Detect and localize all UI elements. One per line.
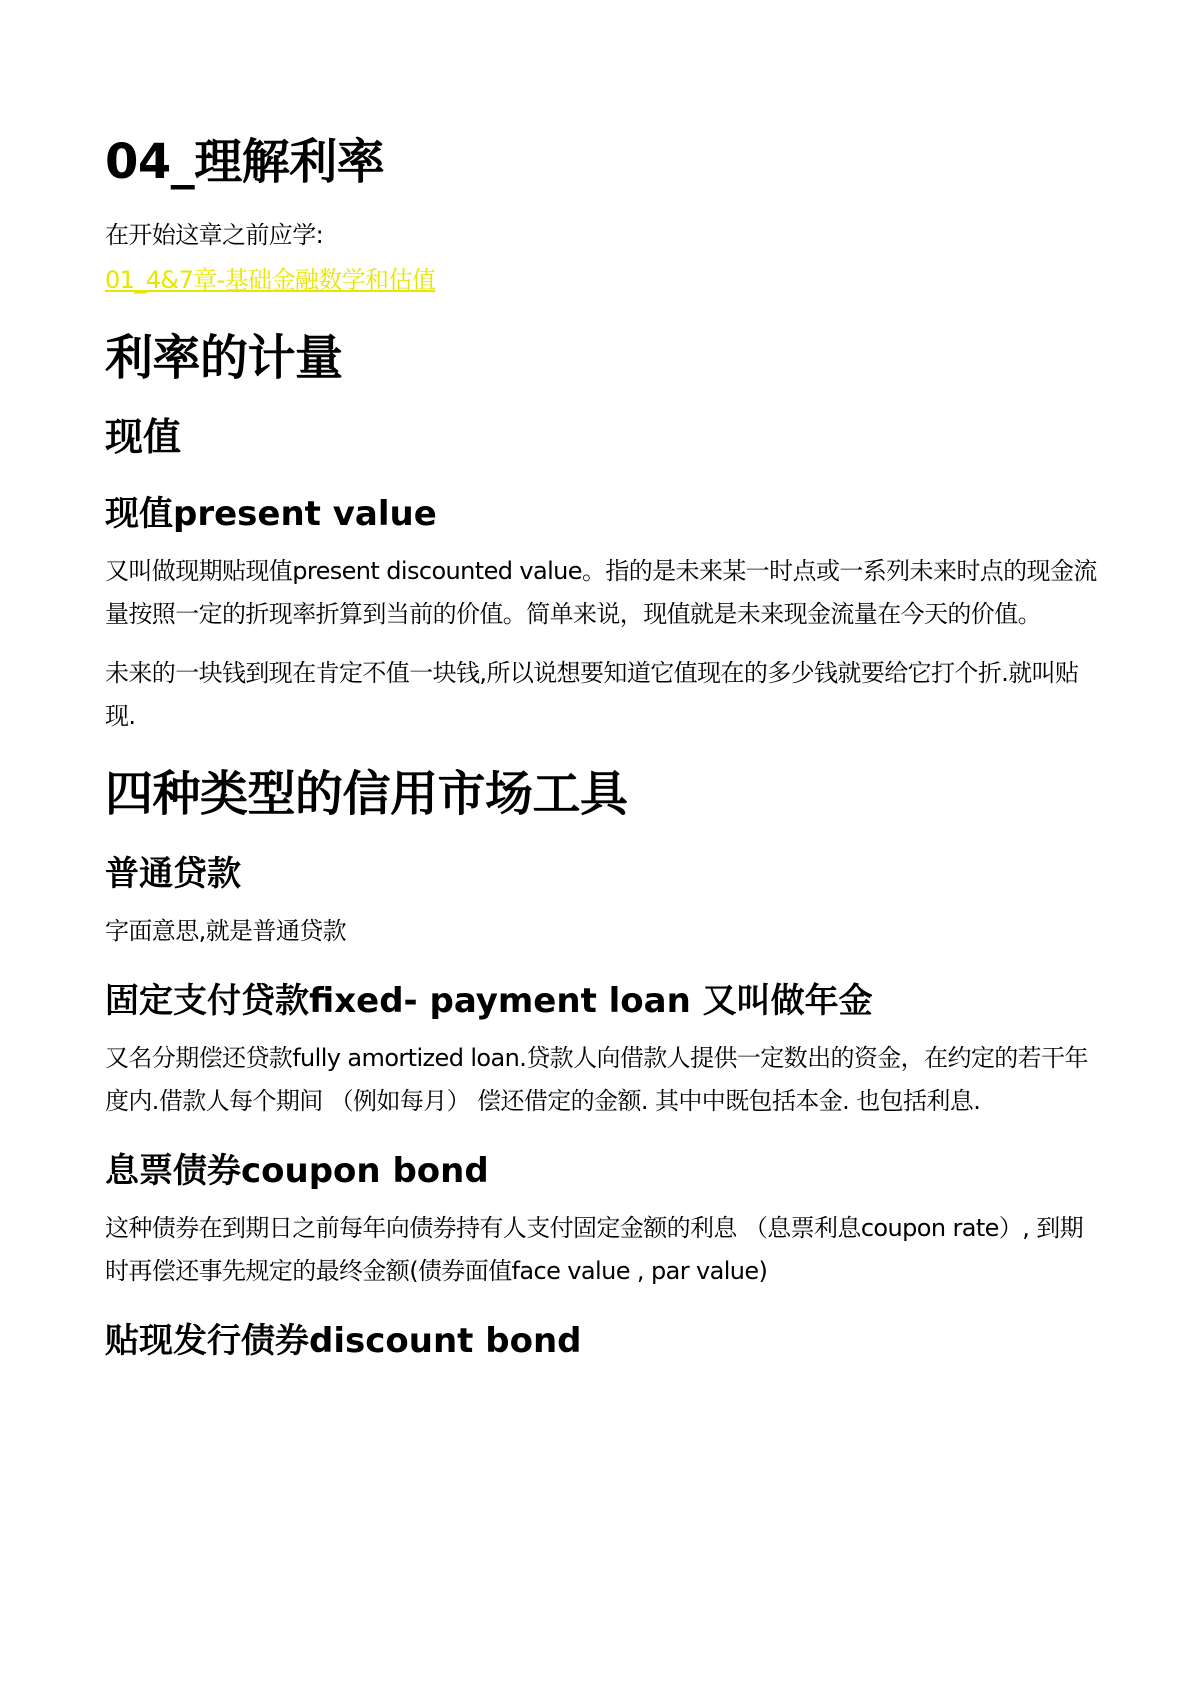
paragraph-present-value-definition: 又叫做现期贴现值present discounted value。指的是未来某一时点或一系列未来时点的现金流量按照一定的折现率折算到当前的价值。简单来说，现值就是未来现金流量在今天的价值。 (105, 557, 1097, 628)
heading-coupon-bond: 息票债券coupon bond (105, 1151, 489, 1191)
section-heading-instruments: 四种类型的信用市场工具 (105, 766, 628, 822)
heading-present-value-en: 现值present value (105, 494, 437, 534)
heading-simple-loan: 普通贷款 (105, 854, 241, 894)
page-title: 04_理解利率 (105, 134, 385, 190)
subsection-heading-present-value: 现值 (105, 415, 182, 459)
paragraph-coupon-bond: 这种债券在到期日之前每年向债券持有人支付固定金额的利息 （息票利息coupon rate）, 到期时再偿还事先规定的最终金额(债券面值face value , par value) (105, 1214, 1084, 1285)
heading-fixed-payment-loan: 固定支付贷款fixed- payment loan 又叫做年金 (105, 981, 873, 1021)
prereq-text: 在开始这章之前应学: (105, 221, 324, 249)
paragraph-fixed-payment-loan: 又名分期偿还贷款fully amortized loan.贷款人向借款人提供一定数出的资金，在约定的若干年度内.借款人每个期间 （例如每月） 偿还借定的金额. 其中中既包括本金. 也包括利息. (105, 1044, 1088, 1115)
paragraph-present-value-explanation: 未来的一块钱到现在肯定不值一块钱,所以说想要知道它值现在的多少钱就要给它打个折.就叫贴现. (105, 659, 1079, 730)
section-heading-measure: 利率的计量 (105, 330, 343, 386)
paragraph-simple-loan: 字面意思,就是普通贷款 (105, 917, 347, 945)
heading-discount-bond: 贴现发行债券discount bond (105, 1321, 582, 1361)
document-page (105, 130, 1105, 1377)
prereq-link[interactable]: 01_4&7章-基础金融数学和估值 (105, 266, 436, 294)
